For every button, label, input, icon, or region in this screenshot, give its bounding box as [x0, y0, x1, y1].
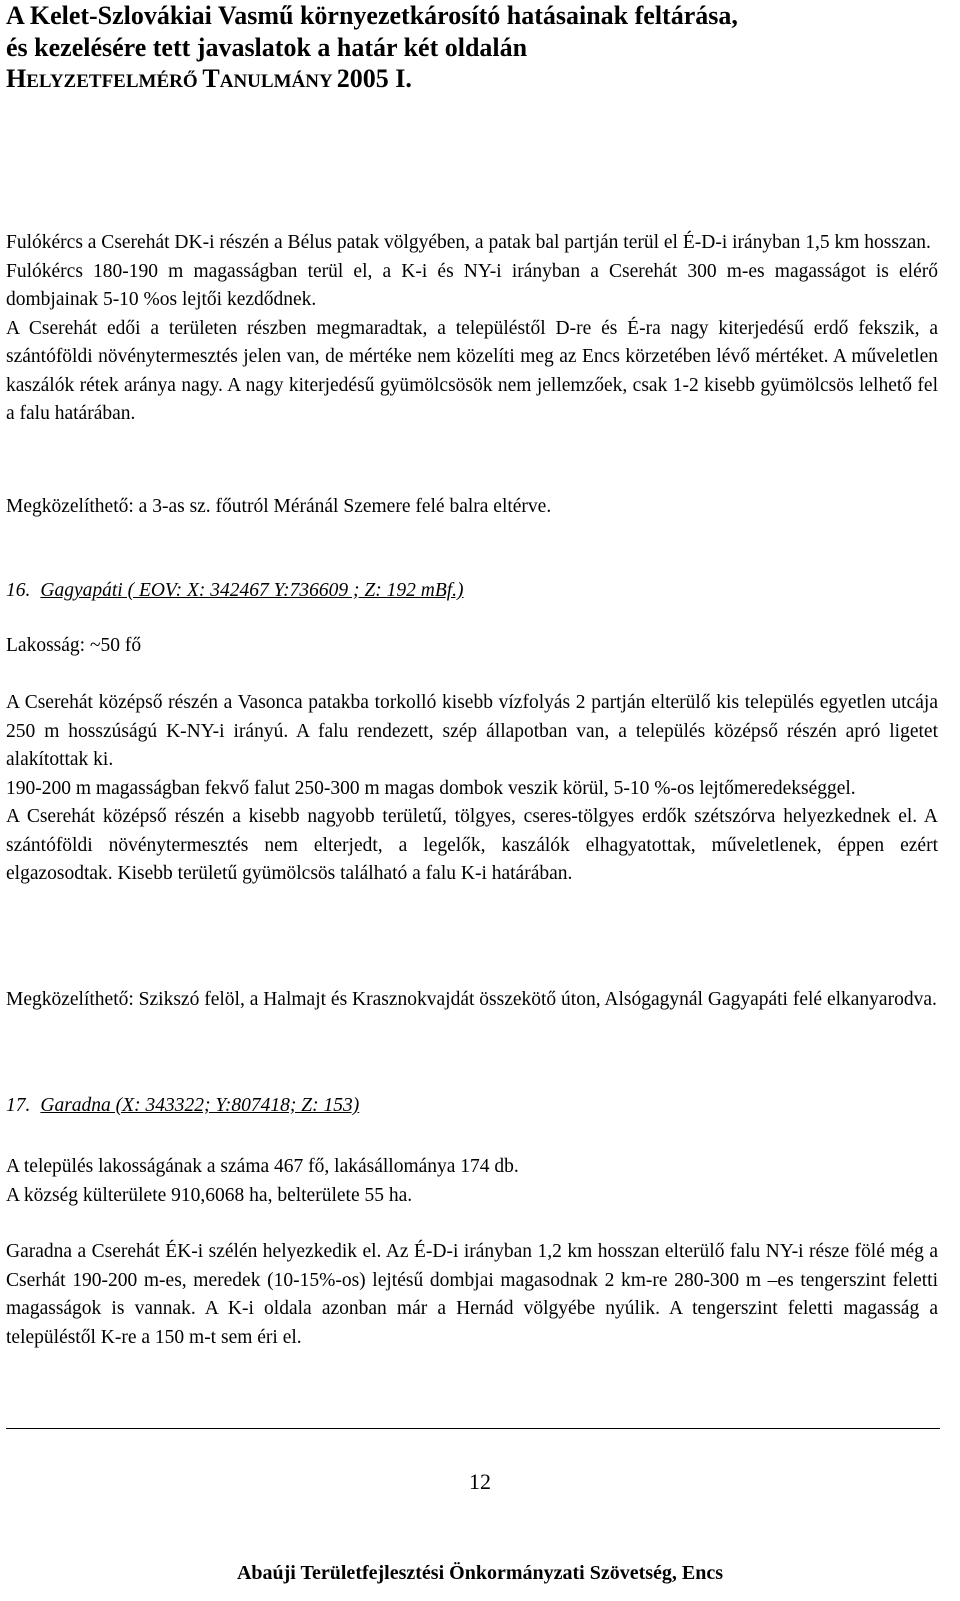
section-17-paragraph-1: A település lakosságának a száma 467 fő, lakásállománya 174 db. — [6, 1156, 519, 1177]
subtitle-small-1: ELYZETFELMÉRŐ — [26, 71, 203, 92]
intro-paragraph-1: Fulókércs a Cserehát DK-i részén a Bélus patak völgyében, a patak bal partján terül el É-D-i irányban 1,5 km hosszan. — [6, 232, 931, 253]
section-16-title: Gagyapáti ( EOV: X: 342467 Y:736609 ; Z: 192 mBf.) — [40, 580, 464, 601]
section-17-heading — [6, 1095, 359, 1117]
document-header — [6, 0, 946, 97]
section-16-paragraph-4: Megközelíthető: Szikszó felöl, a Halmajt és Krasznokvajdát összekötő úton, Alsógagynál Gagyapáti felé elkanyarodva. — [6, 989, 937, 1010]
section-16-access — [6, 986, 938, 1015]
section-16-paragraph-1: A Cserehát középső részén a Vasonca patakba torkolló kisebb vízfolyás 2 partján elterülő kis település egyetlen utcája 250 m hosszúságú K-NY-i irányú. A falu rendezett, szép állapotban van, a település középső részén apró ligetet alakítottak ki. — [6, 692, 938, 770]
intro-paragraph-3: A Cserehát edői a területen részben megmaradtak, a településtől D-re és É-ra nagy kiterjedésű erdő fekszik, a szántóföldi növénytermesztés jelen van, de mértéke nem közelíti meg az Encs körzetében lévő mértéket. A műveletlen kaszálók rétek aránya nagy. A nagy kiterjedésű gyümölcsösök nem jellemzőek, csak 1-2 kisebb gyümölcsös lelhető fel a falu határában. — [6, 317, 938, 424]
section-16-number: 16. — [6, 580, 31, 601]
header-title-line-1: A Kelet-Szlovákiai Vasmű környezetkárosító hatásainak feltárása, — [6, 1, 738, 30]
section-16-paragraph-3: A Cserehát középső részén a kisebb nagyobb területű, tölgyes, cseres-tölgyes erdők szétszórva helyezkednek el. A szántóföldi növénytermesztés nem elterjedt, a legelők, kaszálók elhagyatottak, műveletlenek, éppen ezért elgazosodtak. Kisebb területű gyümölcsös található a falu K-i határában. — [6, 806, 938, 884]
intro-paragraph-2: Fulókércs 180-190 m magasságban terül el, a K-i és NY-i irányban a Cserehát 300 m-es magasságot is elérő dombjainak 5-10 %os lejtői kezdődnek. — [6, 260, 938, 310]
section-17-title: Garadna (X: 343322; Y:807418; Z: 153) — [40, 1095, 360, 1116]
section-16-paragraph-2: 190-200 m magasságban fekvő falut 250-300 m magas dombok veszik körül, 5-10 %-os lejtőmeredekséggel. — [6, 777, 856, 799]
section-16-population-text: Lakosság: ~50 fő — [6, 635, 142, 656]
page-number: 12 — [469, 1469, 491, 1494]
intro-access — [6, 493, 938, 522]
header-subtitle — [6, 64, 946, 97]
section-16-body — [6, 689, 938, 889]
section-17-body — [6, 1238, 938, 1352]
section-16-heading — [6, 580, 464, 602]
section-17-paragraph-2: A község külterülete 910,6068 ha, belterülete 55 ha. — [6, 1184, 413, 1206]
section-16-population — [6, 632, 938, 661]
footer-divider — [6, 1428, 940, 1429]
intro-section — [6, 229, 938, 429]
subtitle-cap-1: H — [6, 64, 27, 93]
section-17-stats — [6, 1153, 938, 1210]
section-17-paragraph-3: Garadna a Cserehát ÉK-i szélén helyezkedik el. Az É-D-i irányban 1,2 km hosszan elterülő falu NY-i része fölé még a Cserhát 190-200 m-es, meredek (10-15%-os) lejtésű dombjai magasodnak 2 km-re 280-300 m –es tengerszint feletti magasságok is vannak. A K-i oldala azonban már a Hernád völgyébe nyúlik. A tengerszint feletti magasság a településtől K-re a 150 m-t sem éri el. — [6, 1241, 938, 1348]
subtitle-small-2: ANULMÁNY — [219, 71, 337, 92]
subtitle-year: 2005 I. — [336, 64, 412, 93]
intro-paragraph-4: Megközelíthető: a 3-as sz. főutról Méránál Szemere felé balra eltérve. — [6, 496, 552, 517]
section-17-number: 17. — [6, 1095, 31, 1116]
header-title-line-2: és kezelésére tett javaslatok a határ két oldalán — [6, 33, 528, 62]
subtitle-cap-2: T — [202, 64, 220, 93]
footer-organization: Abaúji Területfejlesztési Önkormányzati Szövetség, Encs — [236, 1562, 724, 1584]
